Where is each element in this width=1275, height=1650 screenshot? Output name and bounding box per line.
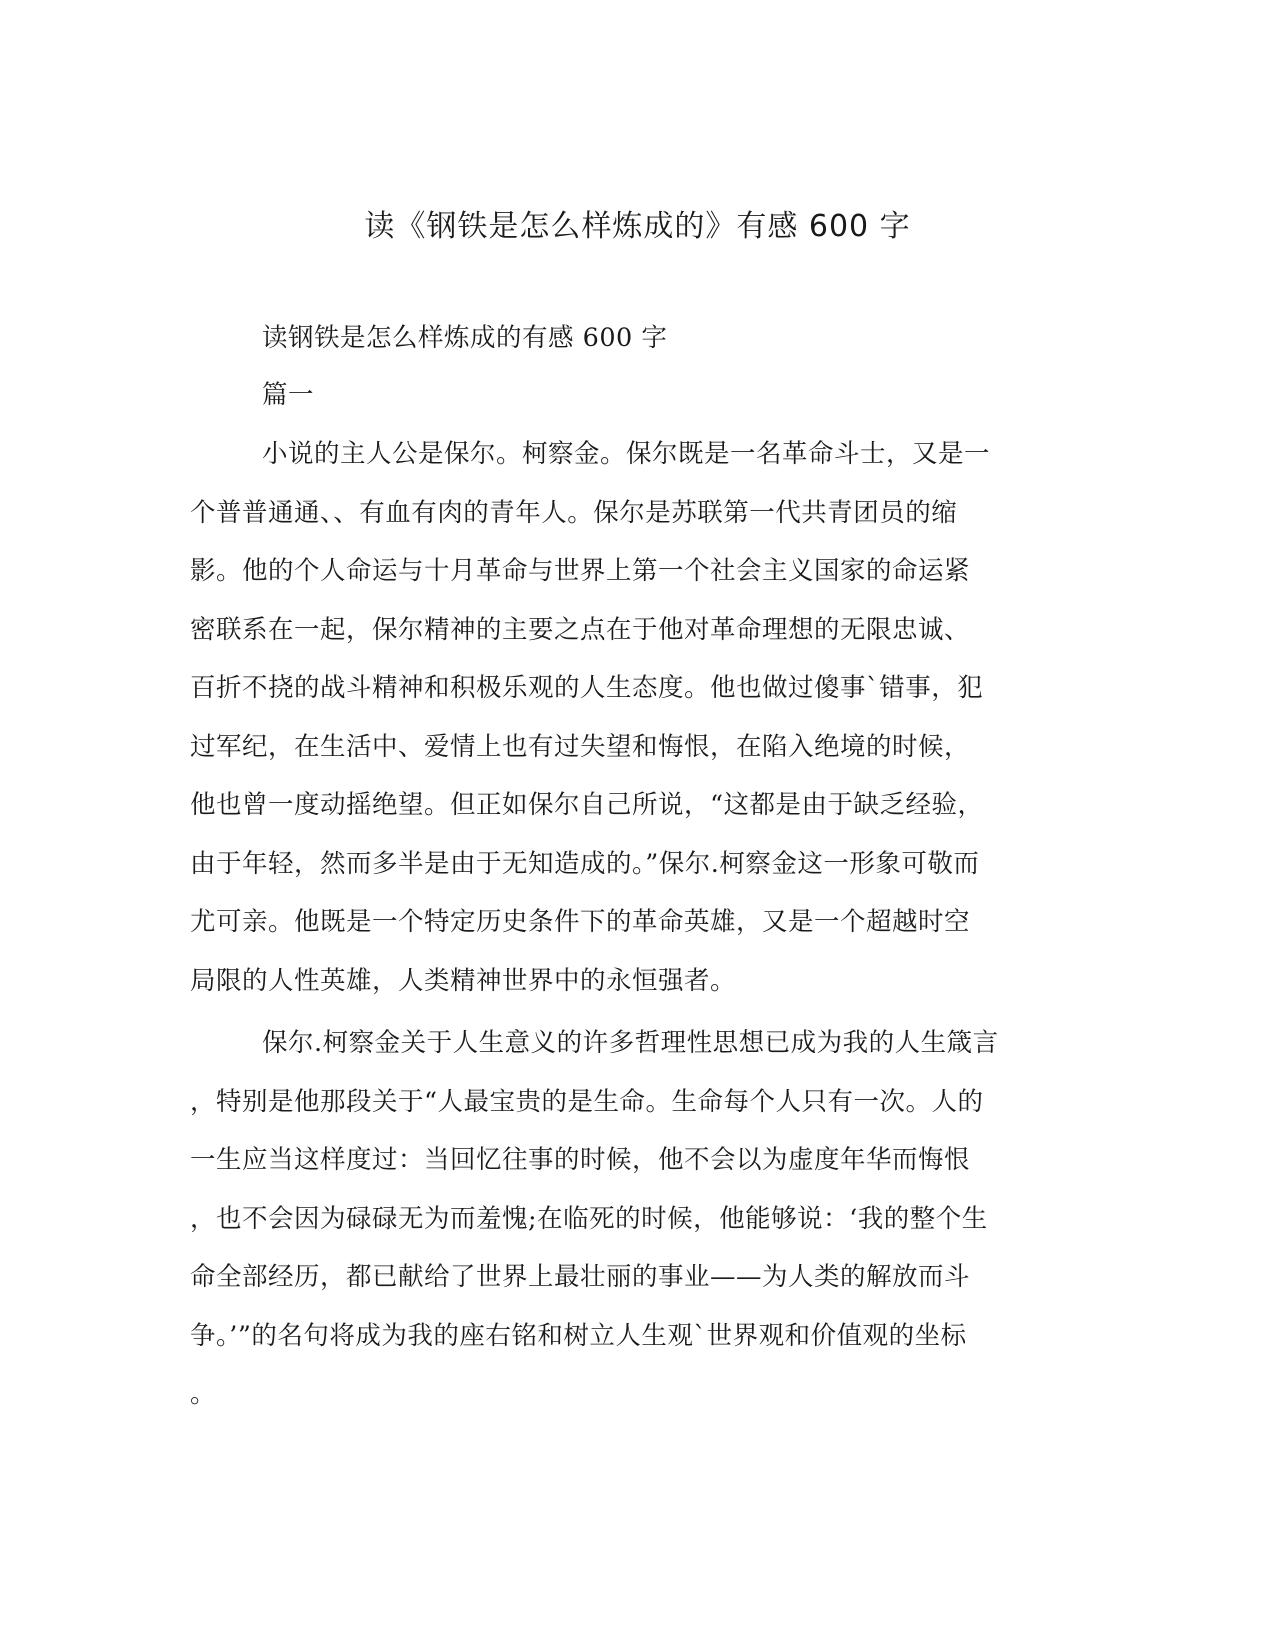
paragraph-2-line: ，特别是他那段关于“人最宝贵的是生命。生命每个人只有一次。人的 (190, 1087, 984, 1117)
paragraph-1-line: 影。他的个人命运与十月革命与世界上第一个社会主义国家的命运紧 (190, 556, 971, 586)
paragraph-2-line: 保尔.柯察金关于人生意义的许多哲理性思想已成为我的人生箴言 (262, 1028, 999, 1058)
paragraph-1-line: 百折不挠的战斗精神和积极乐观的人生态度。他也做过傻事`错事，犯 (190, 673, 984, 703)
paragraph-1-line: 密联系在一起，保尔精神的主要之点在于他对革命理想的无限忠诚、 (190, 615, 971, 645)
paragraph-1-line: 过军纪，在生活中、爱情上也有过失望和悔恨，在陷入绝境的时候， (190, 732, 971, 762)
paragraph-1-line: 个普普通通、、有血有肉的青年人。保尔是苏联第一代共青团员的缩 (190, 498, 958, 528)
paragraph-1-line: 小说的主人公是保尔。柯察金。保尔既是一名革命斗士，又是一 (262, 439, 991, 469)
section-label: 篇一 (262, 380, 315, 410)
paragraph-2-line: 争。’”的名句将成为我的座右铭和树立人生观`世界观和价值观的坐标 (190, 1321, 967, 1351)
subtitle: 读钢铁是怎么样炼成的有感 600 字 (262, 323, 668, 353)
document-title: 读《钢铁是怎么样炼成的》有感 600 字 (364, 209, 911, 244)
paragraph-2-line: 命全部经历，都已献给了世界上最壮丽的事业——为人类的解放而斗 (190, 1262, 971, 1292)
paragraph-1-line: 尤可亲。他既是一个特定历史条件下的革命英雄，又是一个超越时空 (190, 907, 971, 937)
paragraph-1-line: 由于年轻，然而多半是由于无知造成的。”保尔.柯察金这一形象可敬而 (190, 849, 980, 879)
paragraph-2-line: 。 (190, 1379, 217, 1409)
paragraph-1-line: 他也曾一度动摇绝望。但正如保尔自己所说，“这都是由于缺乏经验， (190, 790, 984, 820)
paragraph-2-line: 一生应当这样度过：当回忆往事的时候，他不会以为虚度年华而悔恨 (190, 1145, 971, 1175)
paragraph-1-line: 局限的人性英雄，人类精神世界中的永恒强者。 (190, 966, 737, 996)
paragraph-2-line: ，也不会因为碌碌无为而羞愧;在临死的时候，他能够说：‘我的整个生 (190, 1204, 988, 1234)
